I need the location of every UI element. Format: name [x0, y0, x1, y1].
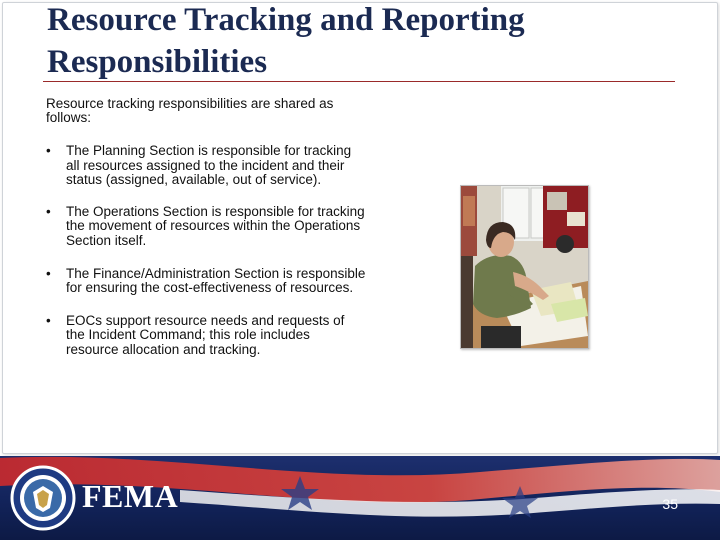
bullet-list [46, 144, 366, 358]
bullet-dot-icon: • [46, 143, 51, 158]
bullet-text: The Planning Section is responsible for tracking all resources assigned to the incident and their status (assigned, available, out of service). [66, 143, 352, 188]
footer-banner [0, 456, 720, 540]
slide-title: Resource Tracking and Reporting Responsibilities [47, 2, 525, 80]
page-number: 35 [662, 496, 678, 512]
bullet-text: EOCs support resource needs and requests of the Incident Command; this role includes resource allocation and tracking. [66, 312, 345, 357]
fema-logo: FEMA [82, 478, 179, 514]
intro-text: Resource tracking responsibilities are shared as follows: [46, 96, 334, 125]
photo-illustration [461, 186, 588, 348]
title-divider [43, 81, 675, 82]
photo-woman-tracking-resources [460, 185, 589, 349]
slide-frame [2, 2, 718, 454]
bullet-dot-icon: • [46, 203, 51, 219]
bullet-text: The Operations Section is responsible for tracking the movement of resources within the Operations Section itself. [66, 203, 365, 248]
bullet-dot-icon: • [46, 312, 51, 328]
bullet-item [46, 144, 366, 188]
bullet-item [46, 314, 366, 358]
bullet-item [46, 267, 366, 296]
bullet-item [46, 205, 366, 249]
bullet-dot-icon: • [46, 265, 51, 281]
bullet-text: The Finance/Administration Section is responsible for ensuring the cost-effectiveness of resources. [66, 265, 366, 296]
